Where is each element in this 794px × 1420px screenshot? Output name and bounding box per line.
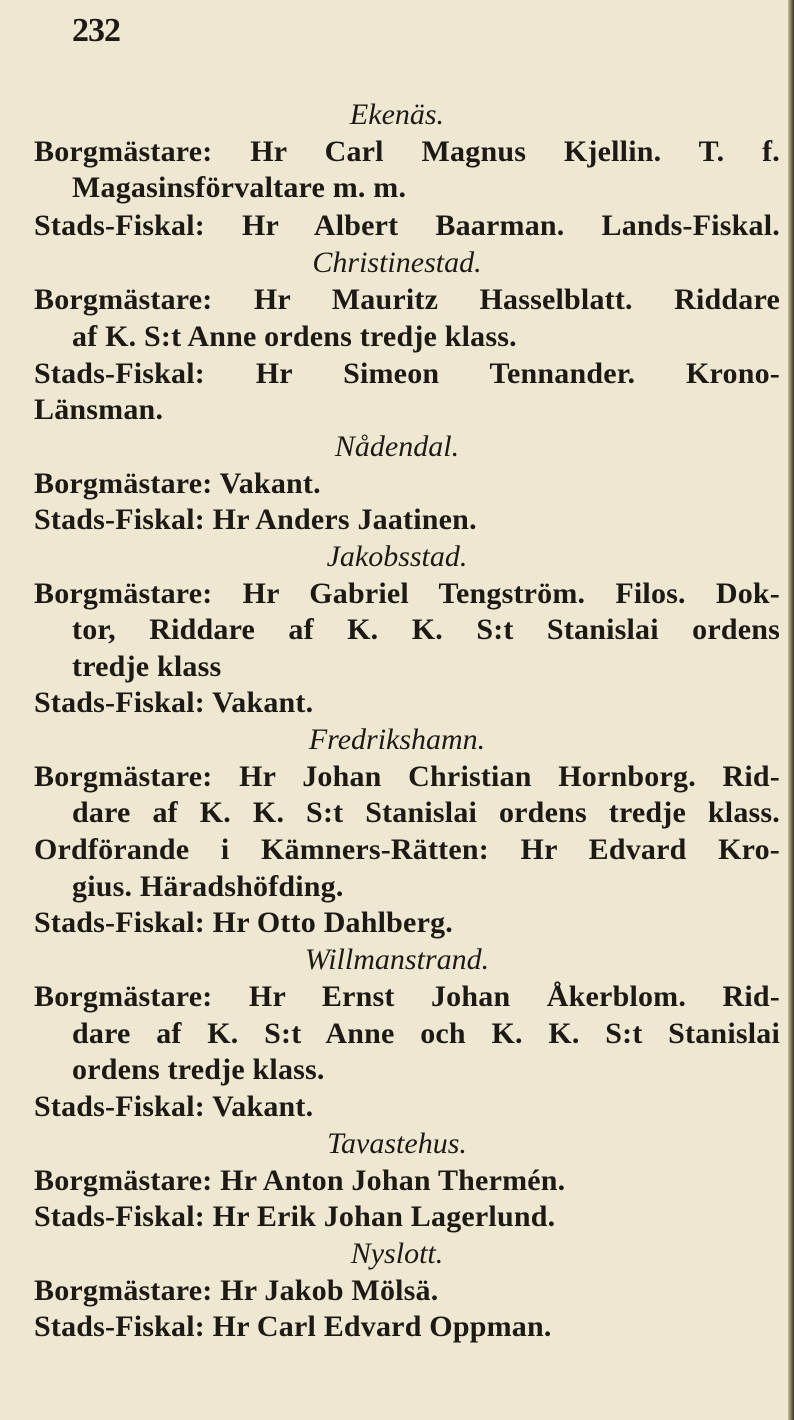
entry-line: Borgmästare: Hr Jakob Mölsä. [34, 1274, 439, 1307]
page-number: 232 [72, 12, 120, 49]
entry-line: Borgmästare: Hr Gabriel Tengström. Filos. Dok- [34, 577, 780, 610]
town-heading: Christinestad. [312, 246, 482, 279]
entry-line: Ordförande i Kämners-Rätten: Hr Edvard Kro- [34, 833, 780, 866]
entry-line: Borgmästare: Vakant. [34, 467, 321, 500]
book-spine-edge [788, 0, 794, 1420]
entry-line: ordens tredje klass. [72, 1053, 325, 1086]
entry-line: Stads-Fiskal: Hr Carl Edvard Oppman. [34, 1310, 552, 1343]
entry-line: tredje klass [72, 650, 222, 683]
entry-line: Stads-Fiskal: Hr Albert Baarman. Lands-Fiskal. [34, 209, 780, 242]
entry-line: gius. Häradshöfding. [72, 870, 344, 903]
entry-line: Stads-Fiskal: Hr Erik Johan Lagerlund. [34, 1200, 556, 1233]
entry-line: dare af K. K. S:t Stanislai ordens tredje klass. [72, 796, 780, 829]
entry-line: Magasinsförvaltare m. m. [72, 171, 407, 204]
entry-line: Borgmästare: Hr Carl Magnus Kjellin. T. f. [34, 135, 780, 168]
town-heading: Nyslott. [350, 1237, 444, 1270]
town-heading: Willmanstrand. [304, 943, 490, 976]
town-heading: Jakobsstad. [326, 540, 468, 573]
entry-line: tor, Riddare af K. K. S:t Stanislai ordens [72, 613, 780, 646]
entry-line: Stads-Fiskal: Hr Simeon Tennander. Krono- [34, 357, 780, 390]
town-heading: Nådendal. [334, 430, 460, 463]
entry-line: dare af K. S:t Anne och K. K. S:t Stanislai [72, 1017, 780, 1050]
town-heading: Tavastehus. [327, 1127, 467, 1160]
entry-line: af K. S:t Anne ordens tredje klass. [72, 320, 517, 353]
entry-line: Borgmästare: Hr Mauritz Hasselblatt. Riddare [34, 283, 780, 316]
town-heading: Ekenäs. [349, 98, 445, 131]
entry-line: Stads-Fiskal: Hr Anders Jaatinen. [34, 503, 477, 536]
entry-line: Borgmästare: Hr Anton Johan Thermén. [34, 1164, 566, 1197]
town-heading: Fredrikshamn. [308, 723, 486, 756]
entry-line: Stads-Fiskal: Vakant. [34, 1090, 314, 1123]
entry-line: Borgmästare: Hr Johan Christian Hornborg. Rid- [34, 760, 780, 793]
entry-line: Länsman. [34, 393, 164, 426]
entry-line: Stads-Fiskal: Vakant. [34, 686, 314, 719]
entry-line: Borgmästare: Hr Ernst Johan Åkerblom. Rid- [34, 980, 780, 1013]
entry-line: Stads-Fiskal: Hr Otto Dahlberg. [34, 906, 453, 939]
